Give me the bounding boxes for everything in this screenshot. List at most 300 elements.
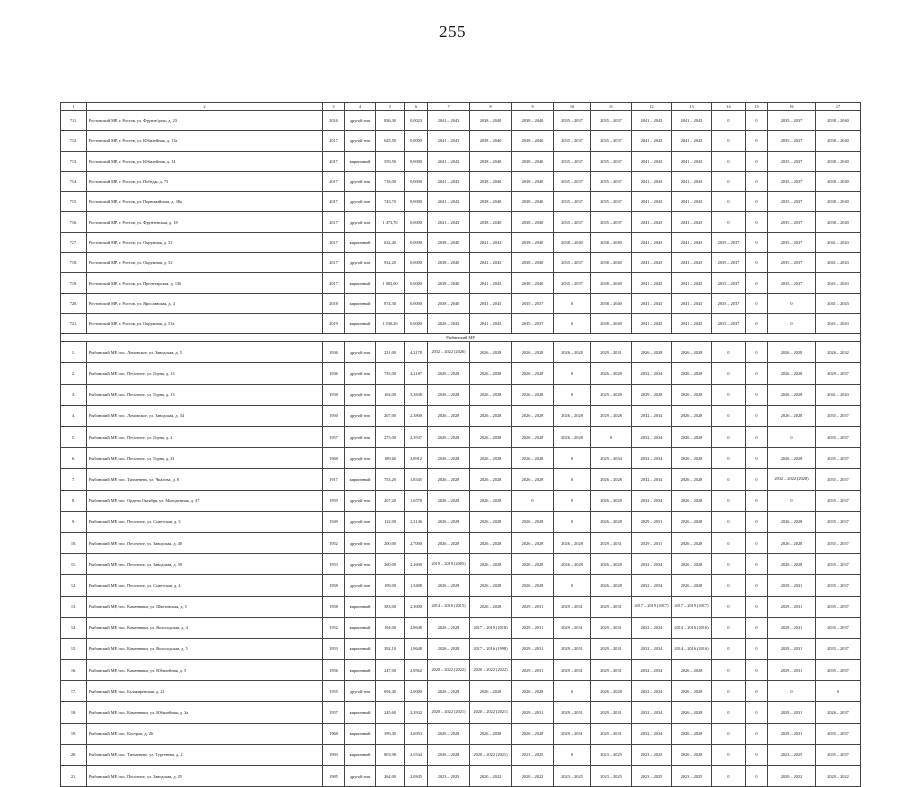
- table-cell-col-12: 2032 – 2034: [632, 638, 672, 659]
- table-cell-col-12: 2041 – 2043: [632, 212, 672, 232]
- table-cell-col-5: 164,00: [376, 384, 405, 405]
- table-cell-col-17: 2026 – 2037: [816, 702, 861, 723]
- table-cell-col-6: 1,6578: [405, 490, 428, 511]
- table-cell-col-6: 0,0000: [405, 232, 428, 252]
- table-cell-col-5: 694,40: [376, 681, 405, 702]
- table-cell-col-7: 2026 – 2028: [428, 490, 470, 511]
- table-cell-col-12: 2029 – 2031: [632, 532, 672, 553]
- table-cell-col-1: 6.: [61, 448, 87, 469]
- table-cell-col-17: 2041 – 2043: [816, 313, 861, 333]
- table-cell-col-8: 2041 – 2043: [470, 273, 512, 293]
- table-cell-col-1: 712.: [61, 131, 87, 151]
- table-cell-col-7: 2026 – 2043: [428, 313, 470, 333]
- table-cell-col-1: 714.: [61, 171, 87, 191]
- table-cell-col-7: 2026 – 2028: [428, 448, 470, 469]
- table-cell-col-13: 2026 – 2028: [672, 744, 712, 765]
- table-cell-col-7: 2026 – 2028: [428, 427, 470, 448]
- table-cell-col-6: 4,2178: [405, 342, 428, 363]
- table-cell-col-10: 0: [554, 363, 591, 384]
- table-cell-col-6: 2,2600: [405, 554, 428, 575]
- table-cell-col-8: 2020 – 2022 (2021): [470, 702, 512, 723]
- table-cell-col-2: Рыбинский МР, пос. Песочное, ул. Горна, д. 21: [87, 448, 323, 469]
- table-cell-col-12: 12: [632, 103, 672, 111]
- table-cell-col-10: 2026 – 2028: [554, 405, 591, 426]
- table-cell-col-1: 12.: [61, 575, 87, 596]
- table-cell-col-15: 0: [746, 313, 768, 333]
- table-cell-col-1: 720.: [61, 293, 87, 313]
- table-cell-col-15: 0: [746, 253, 768, 273]
- table-cell-col-1: 719.: [61, 273, 87, 293]
- table-cell-col-9: 2035 – 2037: [512, 293, 554, 313]
- table-cell-col-6: 1,3408: [405, 575, 428, 596]
- table-cell-col-14: 0: [712, 363, 746, 384]
- table-cell-col-15: 0: [746, 363, 768, 384]
- table-cell-col-11: 2026 – 2028: [591, 469, 632, 490]
- table-cell-col-15: 0: [746, 596, 768, 617]
- table-cell-col-16: 2029 – 2031: [768, 702, 816, 723]
- table-cell-col-7: 2014 – 2016 (2015): [428, 596, 470, 617]
- table-cell-col-16: 2020 – 2022: [768, 766, 816, 787]
- table-cell-col-16: 2035 – 2037: [768, 273, 816, 293]
- table-cell-col-12: 2023 – 2025: [632, 766, 672, 787]
- table-cell-col-15: 0: [746, 617, 768, 638]
- table-cell-col-14: 0: [712, 490, 746, 511]
- table-cell-col-4: кирпичный: [345, 232, 376, 252]
- table-cell-col-14: 0: [712, 617, 746, 638]
- table-cell-col-7: 2026 – 2028: [428, 363, 470, 384]
- table-cell-col-4: кирпичный: [345, 617, 376, 638]
- table-cell-col-16: 2029 – 2031: [768, 660, 816, 681]
- table-cell-col-3: 1993: [323, 744, 345, 765]
- table-cell-col-15: 0: [746, 575, 768, 596]
- table-cell-col-10: 0: [554, 681, 591, 702]
- table-cell-col-11: 2038 – 2040: [591, 273, 632, 293]
- table-cell-col-4: другой тип: [345, 554, 376, 575]
- table-cell-col-9: 2026 – 2028: [512, 342, 554, 363]
- table-cell-col-2: Ростовский МР, г. Ростов, ул. Пролетарская, д. 136: [87, 273, 323, 293]
- table-cell-col-4: кирпичный: [345, 313, 376, 333]
- table-cell-col-10: 2029 – 2031: [554, 702, 591, 723]
- table-cell-col-14: 0: [712, 111, 746, 131]
- table-cell-col-13: 2026 – 2028: [672, 427, 712, 448]
- table-cell-col-16: 2026 – 2028: [768, 405, 816, 426]
- table-cell-col-7: 2038 – 2040: [428, 253, 470, 273]
- table-cell-col-11: 2029 – 2031: [591, 532, 632, 553]
- table-cell-col-11: 2035 – 2037: [591, 151, 632, 171]
- table-cell-col-2: Ростовский МР, г. Ростов, ул. Ярославская, д. 4: [87, 293, 323, 313]
- table-cell-col-9: 2029 – 2031: [512, 660, 554, 681]
- table-cell-col-2: Ростовский МР, г. Ростов, ул. Фрунзе/даль, д. 23: [87, 111, 323, 131]
- table-cell-col-6: 4,2187: [405, 363, 428, 384]
- table-cell-col-5: 743,70: [376, 192, 405, 212]
- table-cell-col-8: 2020 – 2022: [470, 766, 512, 787]
- table-cell-col-11: 2029 – 2028: [591, 384, 632, 405]
- table-cell-col-8: 2041 – 2043: [470, 253, 512, 273]
- table-cell-col-17: 0: [816, 681, 861, 702]
- table-cell-col-13: 2026 – 2028: [672, 532, 712, 553]
- table-cell-col-11: 11: [591, 103, 632, 111]
- table-cell-col-9: 2020 – 2022: [512, 766, 554, 787]
- table-cell-col-2: Рыбинский МР, пос. Балакиревская, д. 21: [87, 681, 323, 702]
- table-cell-col-17: 2035 – 2037: [816, 744, 861, 765]
- table-cell-col-6: 1,8648: [405, 638, 428, 659]
- table-row: [61, 384, 861, 405]
- table-cell-col-15: 0: [746, 511, 768, 532]
- table-cell-col-8: 2038 – 2040: [470, 192, 512, 212]
- table-cell-col-1: 1.: [61, 342, 87, 363]
- table-cell-col-16: 0: [768, 427, 816, 448]
- table-cell-col-9: 2038 – 2040: [512, 212, 554, 232]
- table-cell-col-6: 2,8562: [405, 660, 428, 681]
- table-cell-col-15: 0: [746, 490, 768, 511]
- table-cell-col-2: Рыбинский МР, пос. Песочное, ул. Заводская, д. 25: [87, 766, 323, 787]
- table-cell-col-9: 2026 – 2028: [512, 363, 554, 384]
- table-cell-col-5: 1 083,60: [376, 273, 405, 293]
- table-row: [61, 232, 861, 252]
- table-cell-col-5: 836,30: [376, 111, 405, 131]
- table-cell-col-13: 2041 – 2043: [672, 111, 712, 131]
- table-cell-col-16: 0: [768, 681, 816, 702]
- table-cell-col-13: 2023 – 2025: [672, 766, 712, 787]
- table-cell-col-2: Рыбинский МР, пос. Песочное, ул. Горна, д. 2: [87, 427, 323, 448]
- table-cell-col-9: 2038 – 2040: [512, 131, 554, 151]
- table-cell-col-14: 0: [712, 766, 746, 787]
- table-cell-col-11: 2029 – 2031: [591, 723, 632, 744]
- table-cell-col-6: 0,0023: [405, 111, 428, 131]
- table-cell-col-14: 0: [712, 151, 746, 171]
- table-cell-col-11: 2026 – 2028: [591, 490, 632, 511]
- table-cell-col-7: 2026 – 2028: [428, 384, 470, 405]
- table-cell-col-15: 0: [746, 660, 768, 681]
- table-cell-col-14: 0: [712, 744, 746, 765]
- table-cell-col-2: 2: [87, 103, 323, 111]
- table-cell-col-7: 2032 – 2022 (2026): [428, 342, 470, 363]
- table-cell-col-16: 2035 – 2037: [768, 171, 816, 191]
- table-cell-col-1: 9.: [61, 511, 87, 532]
- table-cell-col-10: 0: [554, 469, 591, 490]
- table-cell-col-3: 2017: [323, 232, 345, 252]
- table-cell-col-11: 2035 – 2037: [591, 131, 632, 151]
- table-cell-col-13: 2041 – 2043: [672, 313, 712, 333]
- table-cell-col-4: кирпичный: [345, 151, 376, 171]
- table-cell-col-13: 2041 – 2043: [672, 212, 712, 232]
- table-cell-col-2: Рыбинский МР, пос. Песочное, ул. Советская, д. 4: [87, 575, 323, 596]
- table-cell-col-4: кирпичный: [345, 660, 376, 681]
- table-cell-col-17: 2041 – 2043: [816, 273, 861, 293]
- table-cell-col-3: 1953: [323, 638, 345, 659]
- table-cell-col-2: Ростовский МР, г. Ростов, ул. Первомайская, д. 38а: [87, 192, 323, 212]
- table-cell-col-17: 2035 – 2037: [816, 469, 861, 490]
- table-cell-col-5: 1 473,70: [376, 212, 405, 232]
- table-cell-col-17: 2041 – 2043: [816, 253, 861, 273]
- table-cell-col-14: 0: [712, 723, 746, 744]
- table-row: [61, 253, 861, 273]
- table-cell-col-4: другой тип: [345, 253, 376, 273]
- table-cell-col-2: Рыбинский МР, пос. Каменники, ул. Вологодская, д. 5: [87, 638, 323, 659]
- table-cell-col-7: 2041 – 2043: [428, 212, 470, 232]
- table-cell-col-15: 0: [746, 192, 768, 212]
- table-cell-col-5: 735,00: [376, 363, 405, 384]
- table-cell-col-6: 2,3146: [405, 511, 428, 532]
- table-cell-col-16: 2035 – 2037: [768, 192, 816, 212]
- table-cell-col-1: 715.: [61, 192, 87, 212]
- table-row: [61, 405, 861, 426]
- table-cell-col-14: 0: [712, 596, 746, 617]
- table-cell-col-9: 2029 – 2031: [512, 617, 554, 638]
- table-cell-col-13: 2026 – 2028: [672, 405, 712, 426]
- table-cell-col-17: 2035 – 2037: [816, 554, 861, 575]
- table-row: [61, 617, 861, 638]
- table-cell-col-10: 0: [554, 575, 591, 596]
- table-cell-col-17: 2038 – 2040: [816, 192, 861, 212]
- table-cell-col-7: 2041 – 2043: [428, 192, 470, 212]
- table-cell-col-4: кирпичный: [345, 273, 376, 293]
- table-cell-col-15: 0: [746, 427, 768, 448]
- table-cell-col-3: 3: [323, 103, 345, 111]
- table-cell-col-16: 2023 – 2025: [768, 744, 816, 765]
- table-cell-col-4: другой тип: [345, 490, 376, 511]
- table-cell-col-14: 0: [712, 342, 746, 363]
- table-cell-col-13: 2041 – 2043: [672, 131, 712, 151]
- table-cell-col-8: 2026 – 2028: [470, 596, 512, 617]
- table-cell-col-4: другой тип: [345, 363, 376, 384]
- table-cell-col-10: 2026 – 2028: [554, 342, 591, 363]
- table-cell-col-2: Ростовский МР, г. Ростов, ул. Фрунзенская, д. 18: [87, 212, 323, 232]
- table-cell-col-4: другой тип: [345, 384, 376, 405]
- table-cell-col-11: 2026 – 2028: [591, 511, 632, 532]
- table-cell-col-9: 2026 – 2028: [512, 723, 554, 744]
- table-cell-col-3: 1955: [323, 681, 345, 702]
- table-cell-col-15: 0: [746, 171, 768, 191]
- table-cell-col-5: 559,50: [376, 151, 405, 171]
- table-cell-col-9: 2026 – 2028: [512, 384, 554, 405]
- table-cell-col-13: 2014 – 2016 (2016): [672, 617, 712, 638]
- table-cell-col-16: 2026 – 2028: [768, 342, 816, 363]
- table-row: [61, 131, 861, 151]
- table-cell-col-10: 2023 – 2025: [554, 766, 591, 787]
- table-cell-col-8: 2026 – 2028: [470, 681, 512, 702]
- table-cell-col-4: другой тип: [345, 766, 376, 787]
- table-cell-col-15: 0: [746, 293, 768, 313]
- table-cell-col-1: 13.: [61, 596, 87, 617]
- table-cell-col-3: 2017: [323, 192, 345, 212]
- table-cell-col-12: 2041 – 2043: [632, 131, 672, 151]
- table-cell-col-16: 2026 – 2028: [768, 554, 816, 575]
- table-cell-col-13: 2026 – 2028: [672, 575, 712, 596]
- table-cell-col-8: 2041 – 2043: [470, 232, 512, 252]
- table-cell-col-1: 17.: [61, 681, 87, 702]
- table-row: [61, 511, 861, 532]
- table-cell-col-11: 2023 – 2025: [591, 766, 632, 787]
- table-cell-col-10: 0: [554, 448, 591, 469]
- table-cell-col-8: 2026 – 2028: [470, 723, 512, 744]
- section-header-row: [61, 334, 861, 342]
- table-row: [61, 702, 861, 723]
- table-cell-col-13: 2041 – 2043: [672, 273, 712, 293]
- table-cell-col-4: другой тип: [345, 192, 376, 212]
- table-cell-col-8: 2026 – 2028: [470, 575, 512, 596]
- table-cell-col-9: 0: [512, 490, 554, 511]
- table-cell-col-8: 2020 – 2022 (2022): [470, 660, 512, 681]
- section-title: Рыбинский МР: [61, 334, 861, 342]
- table-cell-col-13: 2026 – 2028: [672, 681, 712, 702]
- table-cell-col-15: 0: [746, 273, 768, 293]
- table-cell-col-13: 2041 – 2043: [672, 171, 712, 191]
- table-cell-col-12: 2023 – 2025: [632, 744, 672, 765]
- table-cell-col-2: Рыбинский МР, пос. Песочное, ул. Заводская, д. 39: [87, 554, 323, 575]
- table-row: [61, 293, 861, 313]
- table-cell-col-11: 2035 – 2037: [591, 212, 632, 232]
- table-cell-col-13: 2026 – 2028: [672, 511, 712, 532]
- table-cell-col-15: 0: [746, 744, 768, 765]
- table-cell-col-11: 2026 – 2028: [591, 554, 632, 575]
- table-cell-col-4: другой тип: [345, 212, 376, 232]
- table-cell-col-13: 2026 – 2028: [672, 342, 712, 363]
- table-cell-col-5: 803,98: [376, 744, 405, 765]
- table-cell-col-9: 2029 – 2031: [512, 702, 554, 723]
- table-cell-col-12: 2017 – 2019 (2017): [632, 596, 672, 617]
- table-cell-col-15: 0: [746, 212, 768, 232]
- table-cell-col-12: 2041 – 2043: [632, 192, 672, 212]
- table-cell-col-11: 2038 – 2040: [591, 293, 632, 313]
- table-cell-col-5: 392,10: [376, 638, 405, 659]
- table-cell-col-2: Ростовский МР, г. Ростов, ул. Окружная, д. 52: [87, 253, 323, 273]
- table-cell-col-12: 2032 – 2034: [632, 448, 672, 469]
- table-cell-col-10: 2026 – 2028: [554, 554, 591, 575]
- table-cell-col-5: 874,30: [376, 293, 405, 313]
- table-cell-col-11: 2035 – 2037: [591, 171, 632, 191]
- table-row: [61, 766, 861, 787]
- table-cell-col-4: другой тип: [345, 511, 376, 532]
- table-cell-col-17: 2035 – 2037: [816, 427, 861, 448]
- table-cell-col-15: 0: [746, 342, 768, 363]
- table-cell-col-1: 717.: [61, 232, 87, 252]
- table-cell-col-12: 2026 – 2028: [632, 342, 672, 363]
- table-cell-col-12: 2041 – 2043: [632, 293, 672, 313]
- table-cell-col-12: 2041 – 2043: [632, 232, 672, 252]
- table-cell-col-3: 2017: [323, 171, 345, 191]
- table-cell-col-8: 2026 – 2028: [470, 511, 512, 532]
- table-cell-col-14: 0: [712, 660, 746, 681]
- table-cell-col-6: 2,7000: [405, 532, 428, 553]
- table-cell-col-17: 17: [816, 103, 861, 111]
- table-cell-col-7: 2026 – 2028: [428, 723, 470, 744]
- table-cell-col-8: 2026 – 2028: [470, 405, 512, 426]
- table-cell-col-10: 2026 – 2028: [554, 427, 591, 448]
- table-cell-col-16: 2035 – 2037: [768, 151, 816, 171]
- table-cell-col-17: 2035 – 2037: [816, 448, 861, 469]
- table-cell-col-3: 1956: [323, 660, 345, 681]
- table-cell-col-7: 2038 – 2040: [428, 273, 470, 293]
- table-cell-col-10: 2035 – 2037: [554, 253, 591, 273]
- table-cell-col-5: 932,20: [376, 253, 405, 273]
- table-row: [61, 469, 861, 490]
- table-cell-col-11: 2029 – 2031: [591, 702, 632, 723]
- table-cell-col-5: 109,00: [376, 575, 405, 596]
- table-cell-col-9: 2038 – 2040: [512, 232, 554, 252]
- table-cell-col-17: 2020 – 2022: [816, 766, 861, 787]
- table-cell-col-1: 7.: [61, 469, 87, 490]
- table-cell-col-6: 2,8648: [405, 617, 428, 638]
- table-cell-col-7: 2019 – 2019 (2005): [428, 554, 470, 575]
- table-cell-col-10: 2029 – 2031: [554, 638, 591, 659]
- table-cell-col-15: 0: [746, 405, 768, 426]
- table-cell-col-1: 713.: [61, 151, 87, 171]
- table-cell-col-7: 2026 – 2028: [428, 681, 470, 702]
- table-cell-col-15: 0: [746, 151, 768, 171]
- table-cell-col-15: 0: [746, 131, 768, 151]
- table-cell-col-14: 0: [712, 532, 746, 553]
- table-cell-col-16: 2026 – 2028: [768, 363, 816, 384]
- table-cell-col-2: Рыбинский МР, пос. Тихменево, ул. Тургенева, д. 2: [87, 744, 323, 765]
- table-cell-col-9: 2026 – 2028: [512, 575, 554, 596]
- table-cell-col-3: 1968: [323, 448, 345, 469]
- table-cell-col-9: 2026 – 2028: [512, 681, 554, 702]
- table-cell-col-4: другой тип: [345, 575, 376, 596]
- table-cell-col-10: 2035 – 2037: [554, 131, 591, 151]
- table-cell-col-3: 2017: [323, 253, 345, 273]
- table-cell-col-7: 2023 – 2025: [428, 766, 470, 787]
- table-cell-col-12: 2032 – 2034: [632, 427, 672, 448]
- table-row: [61, 744, 861, 765]
- table-cell-col-10: 0: [554, 744, 591, 765]
- table-cell-col-4: кирпичный: [345, 744, 376, 765]
- table-cell-col-11: 2035 – 2037: [591, 111, 632, 131]
- table-cell-col-4: другой тип: [345, 405, 376, 426]
- table-cell-col-8: 2026 – 2028: [470, 469, 512, 490]
- table-cell-col-10: 2029 – 2031: [554, 723, 591, 744]
- table-cell-col-15: 0: [746, 448, 768, 469]
- table-cell-col-12: 2041 – 2043: [632, 253, 672, 273]
- table-cell-col-17: 2038 – 2040: [816, 171, 861, 191]
- table-cell-col-8: 2026 – 2028: [470, 342, 512, 363]
- table-cell-col-10: 2026 – 2028: [554, 532, 591, 553]
- table-cell-col-12: 2032 – 2034: [632, 575, 672, 596]
- table-cell-col-16: 0: [768, 490, 816, 511]
- table-row: [61, 660, 861, 681]
- table-cell-col-12: 2041 – 2043: [632, 111, 672, 131]
- table-cell-col-3: 1952: [323, 617, 345, 638]
- table-cell-col-9: 2029 – 2031: [512, 596, 554, 617]
- table-row: [61, 313, 861, 333]
- table-cell-col-10: 0: [554, 293, 591, 313]
- table-cell-col-4: 4: [345, 103, 376, 111]
- table-cell-col-5: 231,00: [376, 342, 405, 363]
- table-cell-col-10: 2038 – 2040: [554, 232, 591, 252]
- table-row: [61, 427, 861, 448]
- table-row: [61, 342, 861, 363]
- table-cell-col-13: 2026 – 2028: [672, 702, 712, 723]
- table-cell-col-14: 0: [712, 575, 746, 596]
- table-cell-col-16: 2029 – 2031: [768, 638, 816, 659]
- table-cell-col-16: 2035 – 2037: [768, 212, 816, 232]
- table-cell-col-6: 2,0000: [405, 681, 428, 702]
- table-cell-col-17: 2038 – 2040: [816, 151, 861, 171]
- table-cell-col-12: 2041 – 2043: [632, 273, 672, 293]
- table-cell-col-12: 2029 – 2028: [632, 384, 672, 405]
- table-cell-col-16: 2029 – 2031: [768, 596, 816, 617]
- table-cell-col-1: 16.: [61, 660, 87, 681]
- table-cell-col-3: 1958: [323, 575, 345, 596]
- table-cell-col-5: 207,20: [376, 490, 405, 511]
- table-cell-col-15: 0: [746, 111, 768, 131]
- table-cell-col-5: 275,00: [376, 427, 405, 448]
- table-cell-col-14: 2035 – 2037: [712, 293, 746, 313]
- table-cell-col-9: 2038 – 2040: [512, 171, 554, 191]
- table-cell-col-16: 2035 – 2037: [768, 253, 816, 273]
- table-cell-col-13: 2041 – 2043: [672, 151, 712, 171]
- table-cell-col-11: 2026 – 2028: [591, 681, 632, 702]
